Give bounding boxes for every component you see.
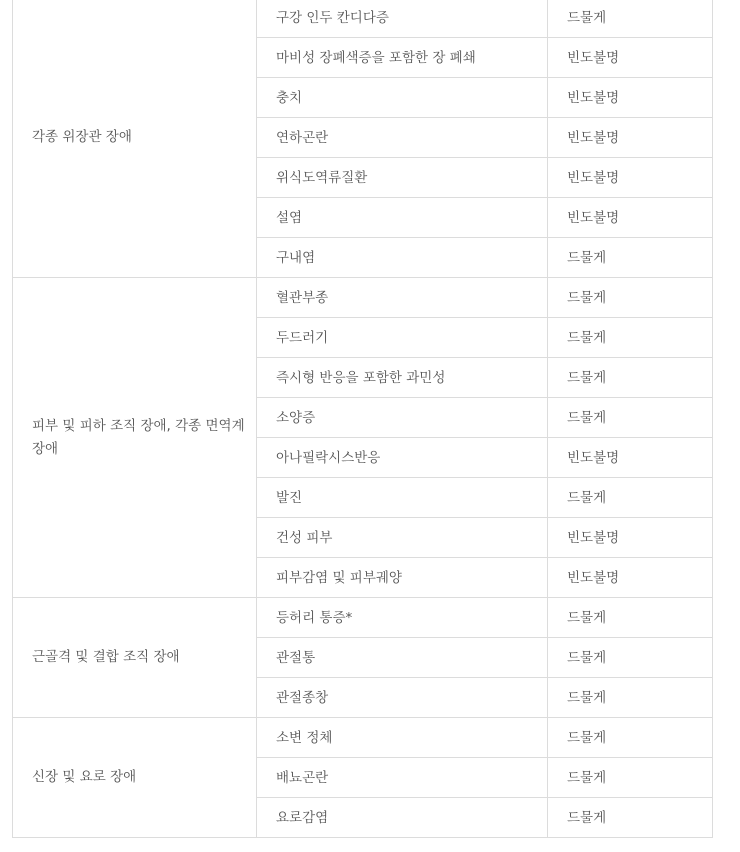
adverse-reaction-cell: 충치 <box>257 78 548 118</box>
adverse-reaction-table-body <box>13 0 713 838</box>
frequency-cell: 빈도불명 <box>548 558 713 598</box>
frequency-cell: 빈도불명 <box>548 38 713 78</box>
adverse-reaction-cell: 아나필락시스반응 <box>257 438 548 478</box>
system-organ-class-cell <box>13 0 257 278</box>
frequency-cell: 드물게 <box>548 398 713 438</box>
frequency-cell: 빈도불명 <box>548 198 713 238</box>
adverse-reaction-cell: 두드러기 <box>257 318 548 358</box>
adverse-reaction-cell: 구강 인두 칸디다증 <box>257 0 548 38</box>
frequency-cell: 드물게 <box>548 678 713 718</box>
frequency-cell: 드물게 <box>548 758 713 798</box>
adverse-reaction-cell: 등허리 통증* <box>257 598 548 638</box>
adverse-reaction-cell: 마비성 장폐색증을 포함한 장 폐쇄 <box>257 38 548 78</box>
frequency-cell: 빈도불명 <box>548 438 713 478</box>
frequency-cell: 빈도불명 <box>548 78 713 118</box>
system-organ-class-cell <box>13 598 257 718</box>
system-organ-class-label: 각종 위장관 장애 <box>32 129 132 145</box>
adverse-reaction-table <box>12 0 713 838</box>
adverse-reaction-cell: 설염 <box>257 198 548 238</box>
table-row <box>13 598 713 638</box>
frequency-cell: 드물게 <box>548 798 713 838</box>
frequency-cell: 빈도불명 <box>548 518 713 558</box>
frequency-cell: 드물게 <box>548 358 713 398</box>
adverse-reaction-cell: 배뇨곤란 <box>257 758 548 798</box>
adverse-reaction-cell: 발진 <box>257 478 548 518</box>
frequency-cell: 드물게 <box>548 598 713 638</box>
adverse-reaction-cell: 소변 정체 <box>257 718 548 758</box>
system-organ-class-label: 피부 및 피하 조직 장애, 각종 면역계 장애 <box>32 417 245 457</box>
frequency-cell: 드물게 <box>548 238 713 278</box>
table-row <box>13 718 713 758</box>
table-row <box>13 278 713 318</box>
frequency-cell: 드물게 <box>548 0 713 38</box>
frequency-cell: 드물게 <box>548 278 713 318</box>
adverse-reaction-cell: 관절종창 <box>257 678 548 718</box>
frequency-cell: 드물게 <box>548 478 713 518</box>
system-organ-class-label: 근골격 및 결합 조직 장애 <box>32 649 180 665</box>
adverse-reaction-cell: 소양증 <box>257 398 548 438</box>
adverse-reaction-cell: 구내염 <box>257 238 548 278</box>
system-organ-class-cell <box>13 718 257 838</box>
adverse-reaction-cell: 요로감염 <box>257 798 548 838</box>
adverse-reaction-cell: 혈관부종 <box>257 278 548 318</box>
frequency-cell: 드물게 <box>548 718 713 758</box>
adverse-reaction-cell: 연하곤란 <box>257 118 548 158</box>
adverse-reaction-cell: 건성 피부 <box>257 518 548 558</box>
frequency-cell: 드물게 <box>548 638 713 678</box>
system-organ-class-cell <box>13 278 257 598</box>
system-organ-class-label: 신장 및 요로 장애 <box>32 769 137 785</box>
frequency-cell: 빈도불명 <box>548 158 713 198</box>
frequency-cell: 드물게 <box>548 318 713 358</box>
adverse-reaction-cell: 위식도역류질환 <box>257 158 548 198</box>
adverse-reaction-cell: 즉시형 반응을 포함한 과민성 <box>257 358 548 398</box>
frequency-cell: 빈도불명 <box>548 118 713 158</box>
table-row <box>13 0 713 38</box>
adverse-reaction-cell: 관절통 <box>257 638 548 678</box>
adverse-reaction-cell: 피부감염 및 피부궤양 <box>257 558 548 598</box>
